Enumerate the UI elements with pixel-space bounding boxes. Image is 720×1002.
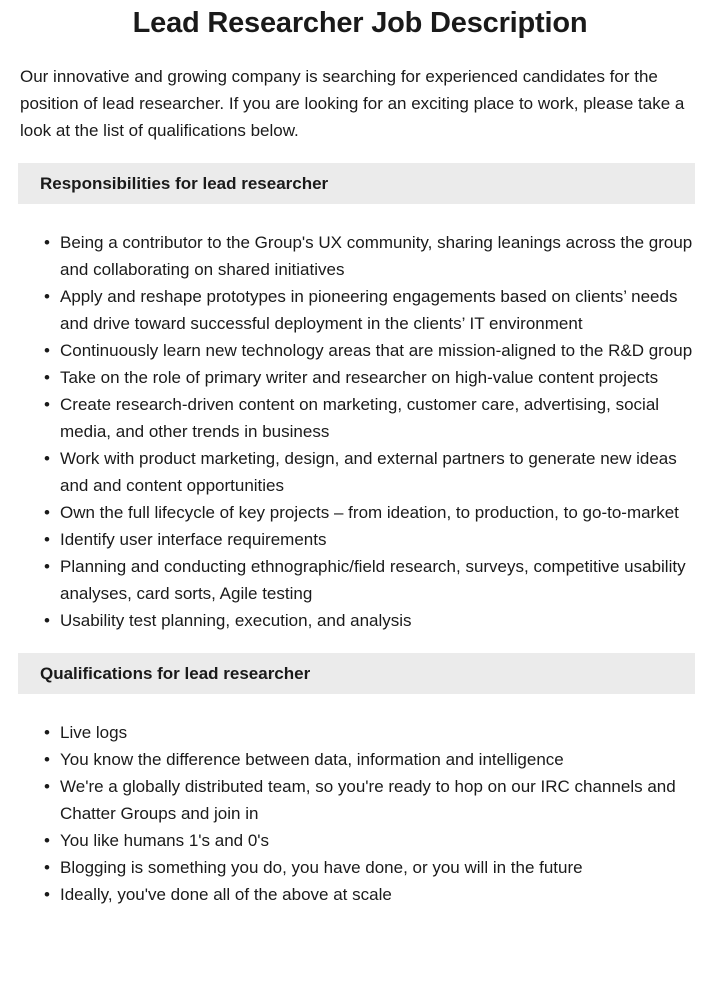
responsibilities-list — [0, 229, 700, 634]
qualifications-heading-bar — [18, 653, 695, 694]
section-heading-label: Responsibilities for lead researcher — [40, 174, 329, 193]
list-item: • Apply and reshape prototypes in pioneering engagements based on clients’ needs and drive toward successful deployment in the clients’ IT environment — [60, 283, 700, 337]
list-item: • Blogging is something you do, you have done, or you will in the future — [60, 854, 700, 881]
list-item: • Take on the role of primary writer and researcher on high-value content projects — [60, 364, 700, 391]
section-heading-label: Qualifications for lead researcher — [40, 664, 311, 683]
list-item: • We're a globally distributed team, so you're ready to hop on our IRC channels and Chatter Groups and join in — [60, 773, 700, 827]
responsibilities-section — [0, 163, 720, 634]
list-item: • Being a contributor to the Group's UX community, sharing leanings across the group and collaborating on shared initiatives — [60, 229, 700, 283]
page-title: Lead Researcher Job Description — [132, 7, 588, 39]
list-item: • Planning and conducting ethnographic/field research, surveys, competitive usability analyses, card sorts, Agile testing — [60, 553, 700, 607]
list-item: • You know the difference between data, information and intelligence — [60, 746, 700, 773]
list-item: • Continuously learn new technology areas that are mission-aligned to the R&D group — [60, 337, 700, 364]
qualifications-section — [0, 653, 720, 908]
list-item: • Identify user interface requirements — [60, 526, 700, 553]
list-item: • You like humans 1's and 0's — [60, 827, 700, 854]
responsibilities-heading-bar — [18, 163, 695, 204]
list-item: • Ideally, you've done all of the above at scale — [60, 881, 700, 908]
list-item: • Own the full lifecycle of key projects – from ideation, to production, to go-to-market — [60, 499, 700, 526]
list-item: • Work with product marketing, design, and external partners to generate new ideas and and content opportunities — [60, 445, 700, 499]
list-item: • Usability test planning, execution, and analysis — [60, 607, 700, 634]
qualifications-list — [0, 719, 700, 908]
intro-paragraph: Our innovative and growing company is searching for experienced candidates for the position of lead researcher. If you are looking for an exciting place to work, please take a look at the list of qualifications below. — [20, 67, 685, 140]
list-item: • Create research-driven content on marketing, customer care, advertising, social media, and other trends in business — [60, 391, 700, 445]
list-item: • Live logs — [60, 719, 700, 746]
